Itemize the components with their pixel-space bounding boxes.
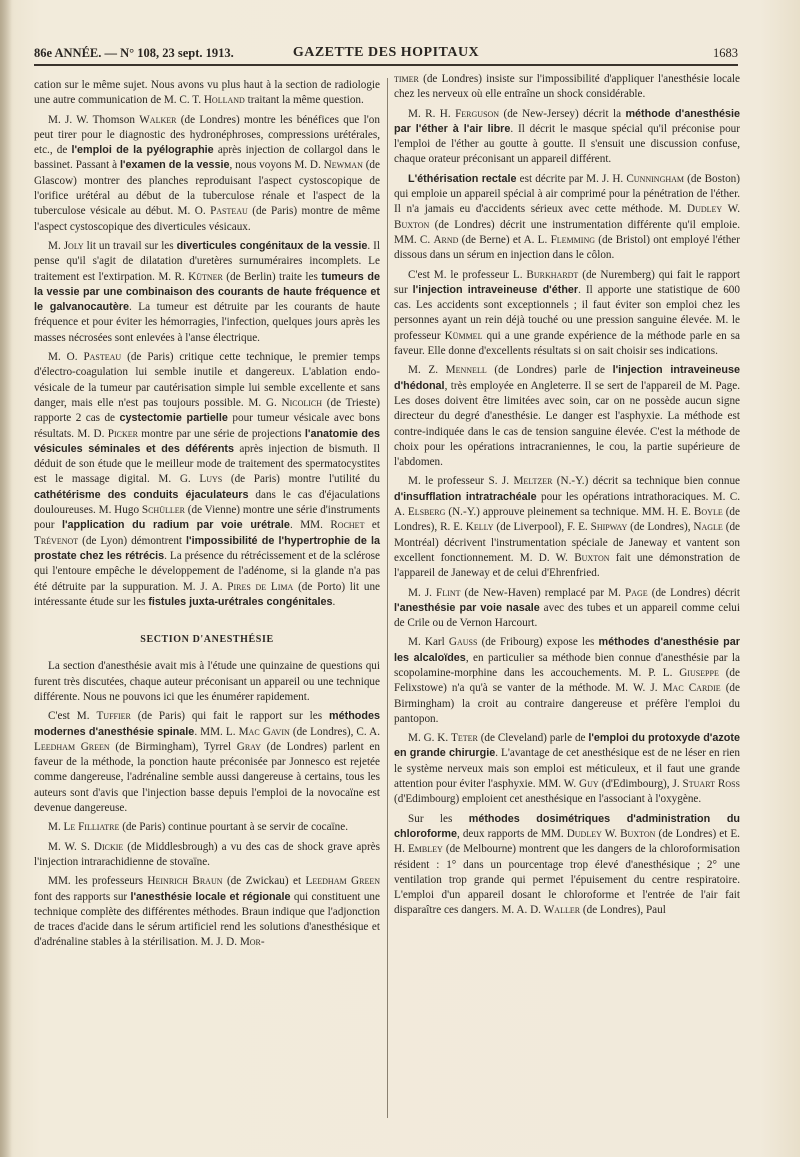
paragraph: timer (de Londres) insiste sur l'impossibilité d'appliquer l'anesthésie locale chez les nerveux où elle entraîne un shock considérable. (394, 73, 740, 101)
author-name: Shipway (590, 521, 628, 534)
author-name: Buxton (394, 218, 430, 231)
key-term: cathétérisme des conduits éjaculateurs (34, 488, 249, 501)
paragraph: M. Karl Gauss (de Fribourg) expose les méthodes d'anesthésie par les alcaloïdes, en particulier sa méthode bien connue d'anesthésie par la scopolamine-morphine dans les accouchements. M. P. L. Giuseppe (de Felixstowe) n'a qu'à se vanter de la méthode. M. W. J. Mac Cardie (de Birmingham) la croit au contraire dangereuse et préfère l'emploi du pantopon. (394, 636, 740, 725)
author-name: Mennell (445, 364, 487, 377)
author-name: Dudley (687, 203, 723, 216)
author-name: Le Filliatre (63, 821, 120, 834)
author-name: Mac Cardie (662, 682, 721, 695)
key-term: d'insufflation intratrachéale (394, 490, 537, 503)
key-term: l'application du radium par voie urétrale (61, 519, 290, 532)
paragraph: La section d'anesthésie avait mis à l'étude une quinzaine de questions qui furent très discutées, chaque auteur préconisant un appareil ou une technique différente. Nous ne pouvons ici que les énumérer rapidement. (34, 660, 380, 703)
paragraph: M. J. Flint (de New-Haven) remplacé par M. Page (de Londres) décrit l'anesthésie par voie nasale avec des tubes et un appareil comme celui de Crile ou de Vernon Harcourt. (394, 586, 740, 630)
author-name: Picker (107, 427, 138, 440)
author-name: Meltzer (513, 475, 553, 488)
author-name: Teter (451, 732, 478, 745)
author-name: timer (394, 73, 419, 85)
key-term: l'emploi de la pyélographie (71, 144, 214, 157)
author-name: Leedham Green (305, 875, 380, 888)
key-term: l'anesthésie par voie nasale (394, 601, 540, 614)
author-name: Newman (323, 159, 363, 172)
author-name: Mor- (239, 936, 265, 949)
author-name: Pasteau (83, 351, 122, 364)
key-term: méthodes modernes d'anesthésie spinale (34, 710, 380, 738)
key-term: l'anatomie des vésicules séminales et des déférents (34, 427, 381, 455)
author-name: Ferguson (455, 107, 500, 120)
author-name: Kütner (188, 270, 223, 283)
author-name: Guy (579, 778, 599, 791)
author-name: Giuseppe (679, 666, 719, 679)
key-term: l'impossibilité de l'hypertrophie de la prostate chez les rétrécis (34, 534, 380, 562)
key-term: l'anesthésie locale et régionale (130, 890, 291, 903)
key-term: L'éthérisation rectale (408, 172, 517, 185)
key-term: diverticules congénitaux de la vessie (176, 239, 368, 252)
author-name: Gray (236, 740, 261, 753)
author-name: Joly (63, 239, 84, 252)
author-name: Pasteau (210, 205, 248, 218)
column-divider (387, 78, 388, 1118)
text-columns (34, 70, 742, 1130)
key-term: méthodes dosimétriques d'administration du chloroforme (394, 812, 741, 840)
paragraph: M. le professeur S. J. Meltzer (N.-Y.) décrit sa technique bien connue d'insufflation intratrachéale pour les opérations intrathoraciques. M. C. A. Elsberg (N.-Y.) approuve pleinement sa technique. MM. H. E. Boyle (de Londres), R. E. Kelly (de Liverpool), F. E. Shipway (de Londres), Nagle (de Montréal) décrivent l'instrumentation spéciale de Janeway et vantent son excellent fonctionnement. M. D. W. Buxton fait une démonstration de l'appareil de Janeway et de celui d'Ehrenfried. (394, 475, 741, 580)
paragraph: M. R. H. Ferguson (de New-Jersey) décrit la méthode d'anesthésie par l'éther à l'air libre. Il décrit le masque spécial qu'il préconise pour l'emploi de l'éther au goutte à goutte. Il s'ensuit une discussion confuse, chaque orateur préconisant un appareil différent. (394, 107, 741, 166)
author-name: Tuffier (96, 710, 131, 723)
author-name: Flemming (550, 233, 596, 246)
author-name: Leedham Green (34, 740, 110, 753)
issue-info: 86e ANNÉE. — N° 108, 23 sept. 1913. (34, 46, 234, 60)
author-name: Cunningham (626, 172, 685, 185)
author-name: Boyle (693, 506, 723, 519)
page-header (34, 40, 738, 66)
author-name: Flint (436, 586, 461, 599)
left-column (34, 78, 380, 955)
paragraph: M. Z. Mennell (de Londres) parle de l'injection intraveineuse d'hédonal, très employée en Angleterre. Il se sert de l'appareil de M. Page. Les doses doivent être limitées avec soin, car on ne possède aucun signe directeur du degré d'anesthésie. Le danger est l'asphyxie. La méthode est contre-indiquée dans le cas de tension sanguine élevée. C'est la méthode de choix pour les opérations intracraniennes, le cou, la partie supérieure de l'abdomen. (394, 364, 740, 469)
author-name: Kümmel (444, 329, 483, 342)
author-name: Luys (199, 473, 223, 486)
page-binding-shadow (0, 0, 12, 1157)
paragraph: M. Joly lit un travail sur les diverticules congénitaux de la vessie. Il pense qu'il s'agit de dilatation d'uretères surnuméraires incomplets. Le traitement est l'extirpation. M. R. Kütner (de Berlin) traite les tumeurs de la vessie par une combinaison des courants de haute fréquence et le galvanocautère. La tumeur est détruite par les courants de haute fréquence et pour éviter les hémorragies, l'infection, quelques jours après les masses nécrosées sont enlevées à l'anse électrique. (34, 239, 381, 344)
author-name: Nagle (693, 521, 723, 534)
author-name: Dudley (566, 827, 602, 840)
author-name: Arnd (433, 233, 459, 246)
author-name: Rochet (330, 519, 365, 532)
author-name: Holland (203, 94, 245, 107)
author-name: Buxton (574, 551, 610, 564)
paragraph: M. O. Pasteau (de Paris) critique cette technique, le premier temps d'électro-coagulation lui semble inutile et dangereux. L'ablation endo-vésicale de la tumeur par cautérisation simple lui semble excellente et sans danger, mais elle n'est pas toujours possible. M. G. Nicolich (de Trieste) rapporte 2 cas de cystectomie partielle pour tumeur vésicale avec bons résultats. M. D. Picker montre par une série de projections l'anatomie des vésicules séminales et des déférents après injection de bismuth. Il déduit de son étude que le meilleur mode de traitement des spermatocystites est le massage digital. M. G. Luys (de Paris) montre l'utilité du cathétérisme des conduits éjaculateurs dans le cas d'éjaculations douloureuses. M. Hugo Schüller (de Vienne) montre une série d'instruments pour l'application du radium par voie urétrale. MM. Rochet et Trévenot (de Lyon) démontrent l'impossibilité de l'hypertrophie de la prostate chez les rétrécis. La présence du rétrécissement et de la sclérose qui l'entoure empêche le développement de l'adénome, si la glande n'a pas été détruite par la suppuration. M. J. A. Pires de Lima (de Porto) lit une intéressante étude sur les fistules juxta-urétrales congénitales. (34, 351, 381, 608)
author-name: Walker (139, 113, 177, 126)
author-name: Page (624, 586, 648, 599)
key-term: l'injection intraveineuse d'hédonal (394, 364, 740, 392)
author-name: Gauss (448, 636, 478, 649)
key-term: l'examen de la vessie (119, 159, 230, 172)
author-name: Buxton (620, 827, 656, 840)
author-name: Schüller (141, 504, 185, 517)
right-column (394, 72, 740, 923)
paragraph: L'éthérisation rectale est décrite par M. J. H. Cunningham (de Boston) qui emploie un appareil spécial à air comprimé pour la pénétration de l'éther. Il n'a jamais eu d'accidents sérieux avec cette méthode. M. Dudley W. Buxton (de Londres) décrit une instrumentation différente qu'il emploie. MM. C. Arnd (de Berne) et A. L. Flemming (de Bristol) ont employé l'éther dissous dans un sérum en injection dans le côlon. (394, 172, 741, 262)
paragraph: M. Le Filliatre (de Paris) continue pourtant à se servir de cocaïne. (48, 821, 349, 834)
key-term: méthode d'anesthésie par l'éther à l'air libre (394, 107, 741, 135)
key-term: fistules juxta-urétrales congénitales (148, 595, 333, 608)
newspaper-title: GAZETTE DES HOPITAUX (292, 45, 480, 60)
key-term: tumeurs de la vessie par une combinaison des courants de haute fréquence et le galvanocautère (34, 270, 381, 314)
key-term: cystectomie partielle (119, 412, 228, 425)
key-term: l'emploi du protoxyde d'azote en grande chirurgie (394, 732, 740, 760)
key-term: l'injection intraveineuse d'éther (412, 283, 579, 296)
author-name: Embley (407, 843, 443, 856)
page-number: 1683 (713, 46, 738, 60)
key-term: méthodes d'anesthésie par les alcaloïdes (394, 636, 740, 664)
paragraph: M. W. S. Dickie (de Middlesbrough) a vu des cas de shock grave après l'injection intrarachidienne de stovaïne. (34, 840, 380, 868)
author-name: Trévenot (34, 534, 79, 547)
author-name: Burkhardt (526, 268, 579, 281)
paragraph: C'est M. le professeur L. Burkhardt (de Nuremberg) qui fait le rapport sur l'injection intraveineuse d'éther. Il apporte une statistique de 600 cas. Les accidents sont exceptionnels ; il faut éviter son emploi chez les personnes ayant un rein déjà touché ou une pression sanguine élevée. M. le professeur Kümmel qui a une grande expérience de la méthode parle en sa faveur. Elle donne d'excellents résultats si on sait choisir ses indications. (394, 268, 740, 358)
author-name: Heinrich Braun (147, 875, 223, 888)
paragraph: MM. les professeurs Heinrich Braun (de Zwickau) et Leedham Green font des rapports sur l'anesthésie locale et régionale qui constituent une technique complète des différentes méthodes. Braun indique que l'adjonction de traces d'acide dans le sérum artificiel rend les solutions d'anesthésique et d'adrénaline stables à la stérilisation. M. J. D. Mor- (34, 875, 380, 949)
author-name: Kelly (465, 521, 494, 534)
author-name: Dickie (93, 840, 124, 853)
paragraph: C'est M. Tuffier (de Paris) qui fait le rapport sur les méthodes modernes d'anesthésie spinale. MM. L. Mac Gavin (de Londres), C. A. Leedham Green (de Birmingham), Tyrrel Gray (de Londres) parlent en faveur de la méthode, la ponction haute préconisée par Jonnesco est rejetée comme dangereuse, l'adrénaline semble aussi dangereuse à certains, tous les auteurs sont d'avis que l'injection basse depuis l'emploi de la novocaïne est devenue dangereuse. (34, 710, 380, 815)
author-name: Elsberg (407, 506, 446, 519)
author-name: Stuart Ross (682, 778, 740, 791)
paragraph: Sur les méthodes dosimétriques d'administration du chloroforme, deux rapports de MM. Dudley W. Buxton (de Londres) et E. H. Embley (de Melbourne) montrent que les dangers de la chloroformisation résident : 1° dans un pourcentage trop élevé d'anesthésique ; 2° une ventilation trop grande qui permet l'épuisement du centre respiratoire. L'emploi d'un appareil dosant le chloroforme et l'entrée de l'air fait disparaître ces dangers. M. A. D. Waller (de Londres), Paul (394, 812, 741, 917)
author-name: Nicolich (281, 396, 323, 409)
author-name: Mac Gavin (238, 725, 290, 738)
author-name: Pires de Lima (227, 580, 294, 593)
paragraph: M. G. K. Teter (de Cleveland) parle de l'emploi du protoxyde d'azote en grande chirurgie. L'avantage de cet anesthésique est de ne léser en rien le système nerveux mais son emploi est méticuleux, et il faut une grande attention pour éviter l'asphyxie. MM. W. Guy (d'Edimbourg), J. Stuart Ross (d'Edimbourg) emploient cet anesthésique en l'associant à l'oxygène. (394, 732, 740, 806)
section-heading: SECTION D'ANESTHÉSIE (140, 634, 274, 646)
author-name: Waller (543, 904, 581, 917)
paragraph: cation sur le même sujet. Nous avons vu plus haut à la section de radiologie une autre communication de M. C. T. Holland traitant la même question. (34, 79, 380, 107)
paragraph: M. J. W. Thomson Walker (de Londres) montre les bénéfices que l'on peut tirer pour le diagnostic des hydronéphroses, compressions urétérales, etc., de l'emploi de la pyélographie après injection de collargol dans le bassinet. Passant à l'examen de la vessie, nous voyons M. D. Newman (de Glascow) montrer des planches reproduisant l'aspect cystoscopique de l'orifice urétéral au début de la tuberculose rénale et l'aspect de la tuberculose vésicale au début. M. O. Pasteau (de Paris) montre de même l'aspect cystoscopique des diverticules vésicaux. (34, 113, 380, 233)
